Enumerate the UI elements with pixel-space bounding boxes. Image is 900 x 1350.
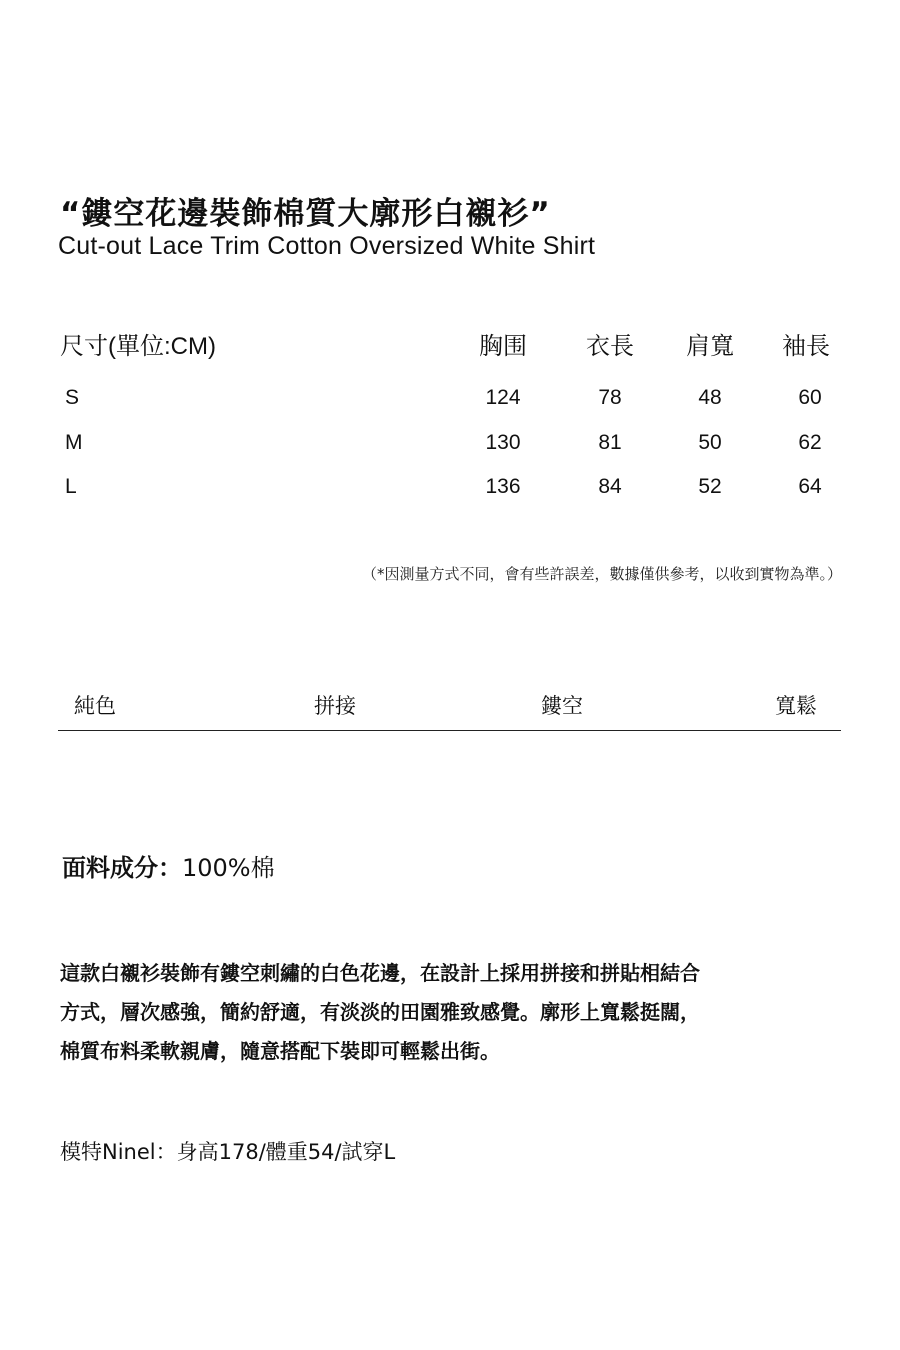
size-table-label: 尺寸(單位:CM) (60, 333, 216, 360)
size-cell: 136 (485, 475, 521, 498)
column-header-shoulder: 肩寬 (686, 333, 734, 360)
size-row-label: S (65, 386, 80, 409)
measurement-note: （*因測量方式不同，會有些許誤差，數據僅供參考，以收到實物為準。） (361, 565, 842, 583)
feature-tag: 鏤空 (541, 694, 583, 718)
feature-tag: 拼接 (314, 694, 356, 718)
size-cell: 50 (698, 431, 722, 454)
feature-tags (58, 688, 841, 731)
size-cell: 84 (598, 475, 622, 498)
fabric-value: 100%棉 (182, 854, 275, 882)
size-cell: 60 (798, 386, 822, 409)
description-line: 棉質布料柔軟親膚，隨意搭配下裝即可輕鬆出街。 (60, 1039, 500, 1063)
feature-tag: 純色 (74, 694, 116, 718)
fabric-label: 面料成分： (62, 854, 182, 882)
size-cell: 62 (798, 431, 822, 454)
size-cell: 64 (798, 475, 822, 498)
fabric-composition (62, 848, 275, 883)
product-description (60, 954, 850, 1071)
column-header-chest: 胸围 (479, 333, 527, 360)
product-title-en: Cut-out Lace Trim Cotton Oversized White Shirt (58, 232, 596, 260)
size-cell: 52 (698, 475, 722, 498)
column-header-sleeve: 袖長 (782, 333, 830, 360)
size-cell: 48 (698, 386, 722, 409)
size-cell: 78 (598, 386, 622, 409)
product-title-zh: “鏤空花邊裝飾棉質大廓形白襯衫” (60, 196, 551, 232)
description-line: 這款白襯衫裝飾有鏤空刺繡的白色花邊，在設計上採用拼接和拼貼相結合 (60, 961, 700, 985)
column-header-length: 衣長 (586, 333, 634, 360)
size-row-label: M (65, 431, 83, 454)
size-cell: 124 (485, 386, 521, 409)
size-row-label: L (65, 475, 77, 498)
description-line: 方式，層次感強，簡約舒適，有淡淡的田園雅致感覺。廓形上寬鬆挺闊， (60, 1000, 700, 1024)
feature-tag: 寬鬆 (775, 694, 817, 718)
model-info: 模特Ninel：身高178/體重54/試穿L (60, 1140, 396, 1164)
size-cell: 130 (485, 431, 521, 454)
size-cell: 81 (598, 431, 622, 454)
